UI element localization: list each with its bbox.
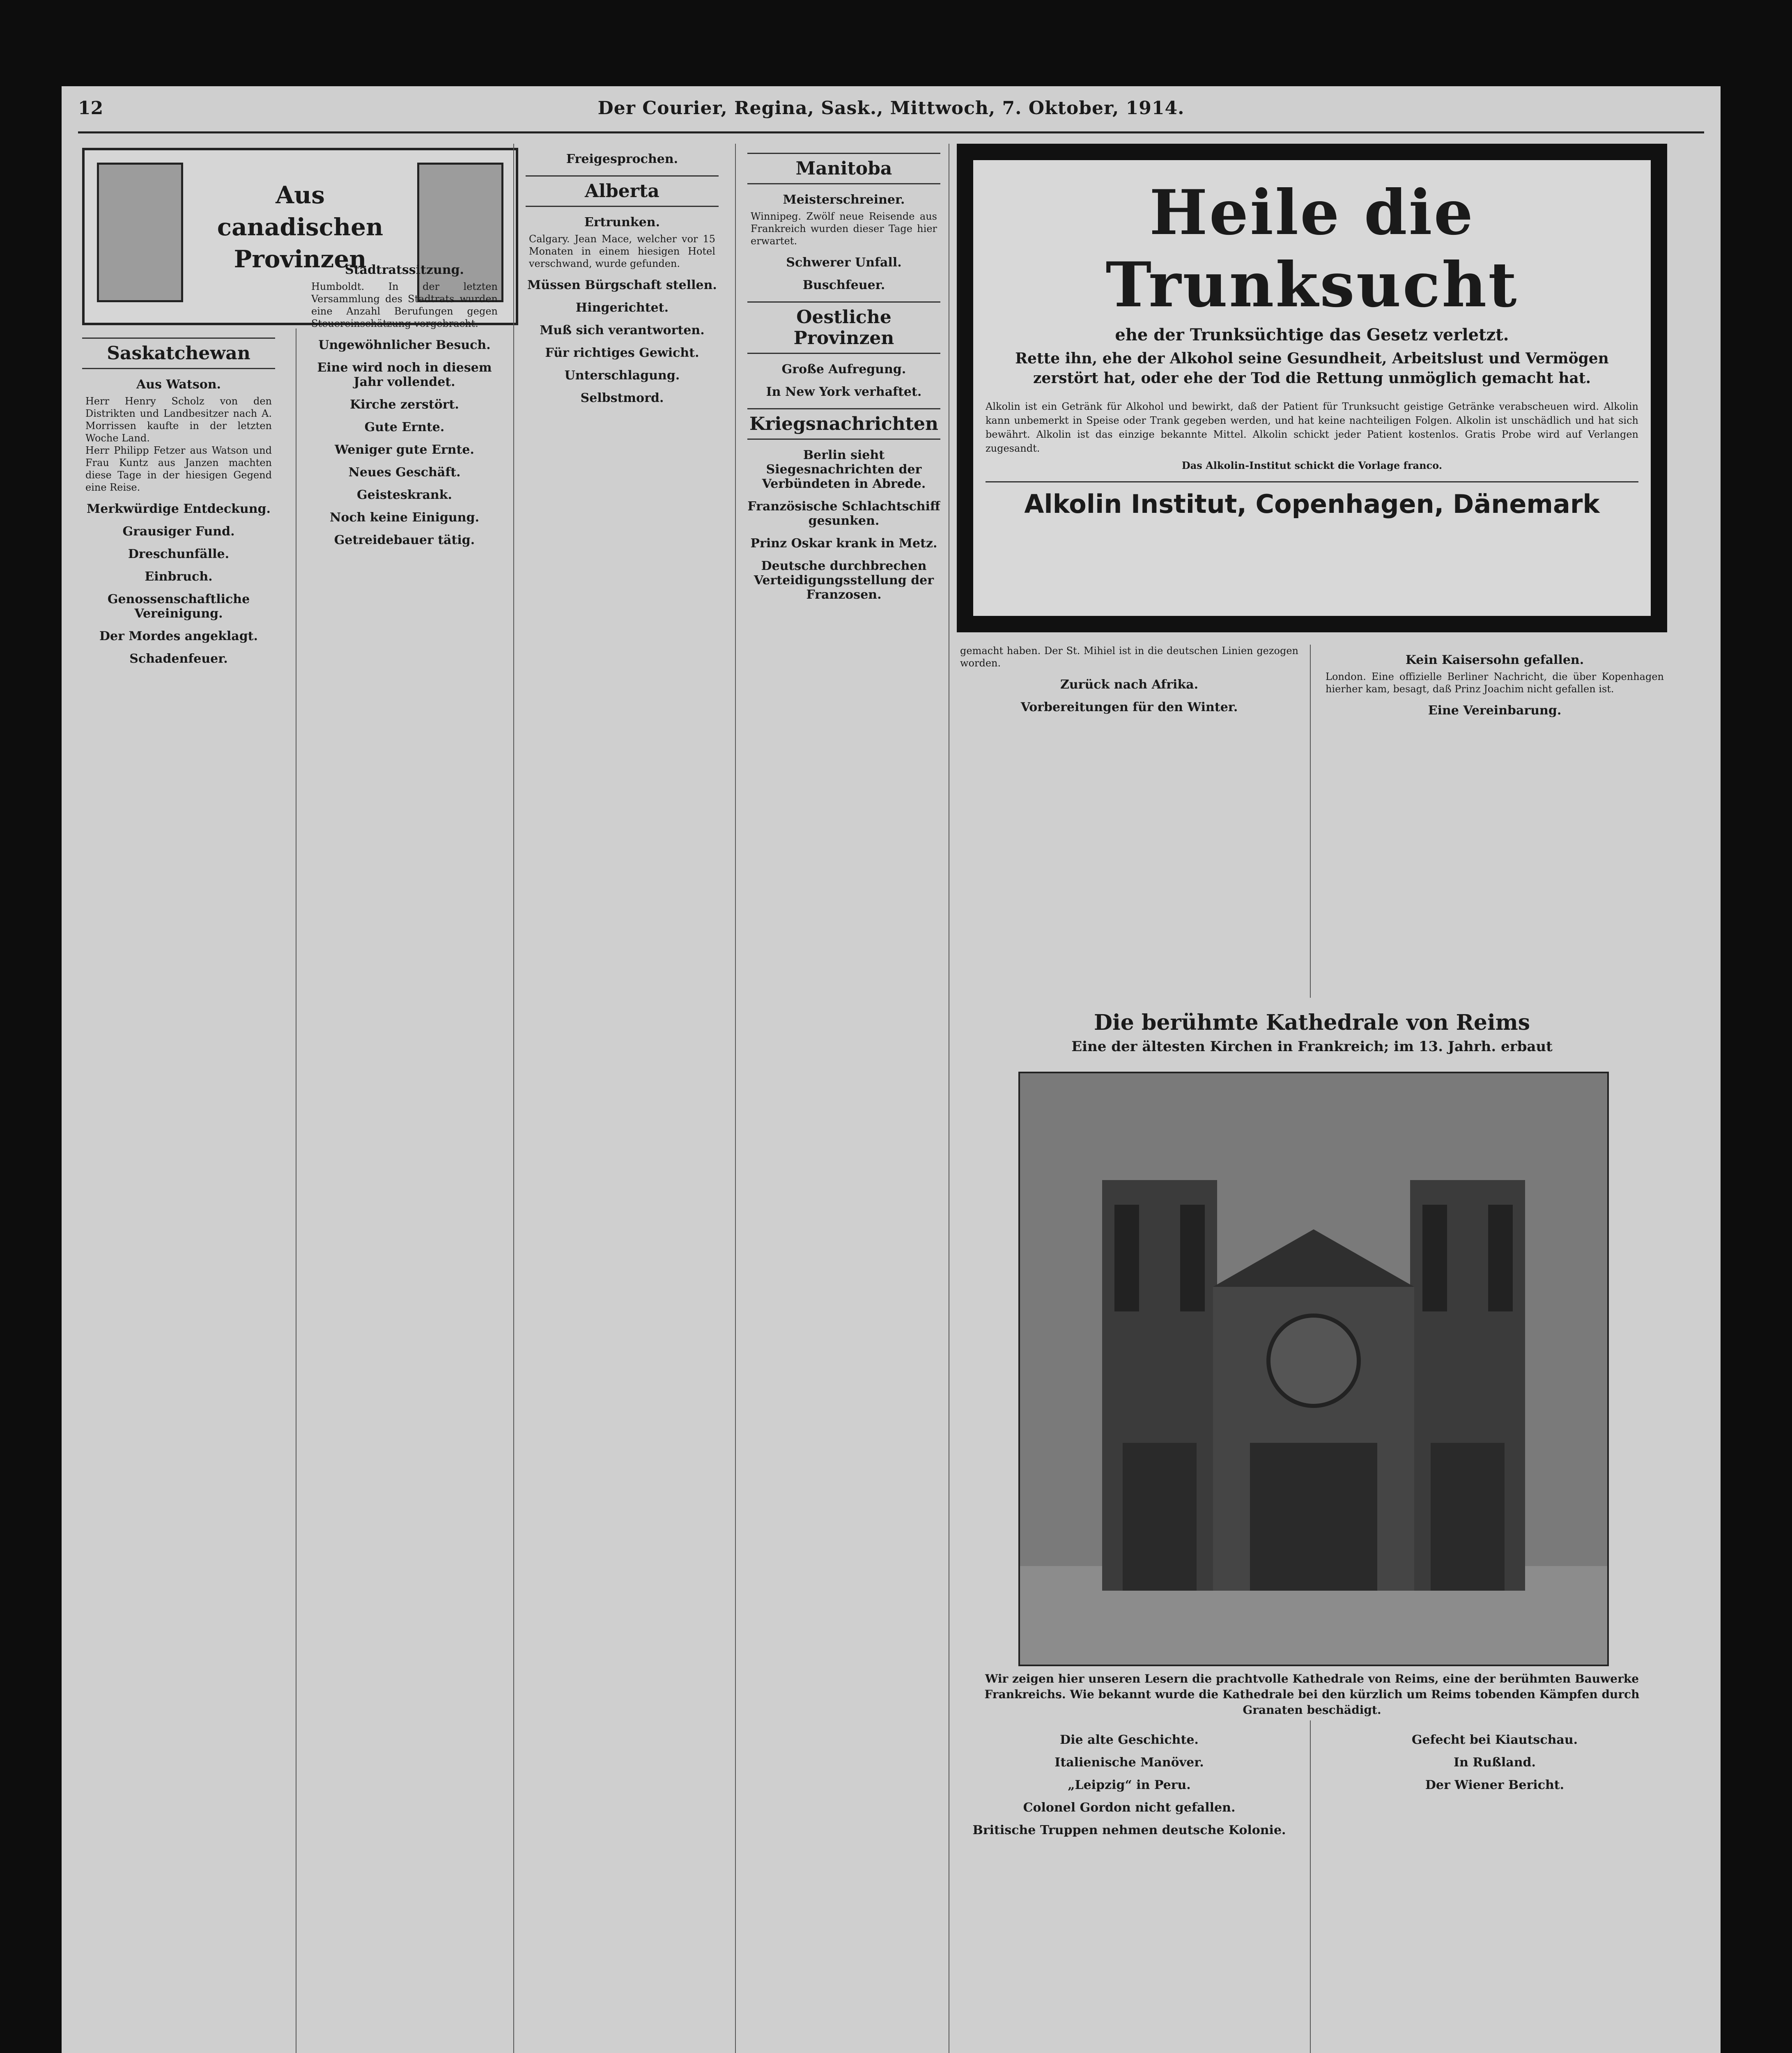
article-text: Herr Philipp Fetzer aus Watson und Frau Kuntz aus Janzen machten diese Tage in der hiesigen Gegend eine Reise. — [85, 445, 272, 493]
column-2 — [308, 255, 501, 2053]
column-rule — [1310, 645, 1311, 998]
headline: Eine wird noch in diesem Jahr vollendet. — [317, 361, 492, 389]
headline: Aus Watson. — [136, 377, 221, 392]
headline: Freigesprochen. — [566, 152, 678, 166]
headline: Zurück nach Afrika. — [1060, 677, 1199, 692]
column-5-lower — [957, 1725, 1302, 2053]
ad-subline-2: Rette ihn, ehe der Alkohol seine Gesundheit, Arbeitslust und Vermögen zerstört hat, oder ehe der Tod die Rettung unmöglich gemacht hat. — [1015, 350, 1609, 387]
headline: Gefecht bei Kiautschau. — [1411, 1733, 1578, 1747]
article-text: Winnipeg. Zwölf neue Reisende aus Frankreich wurden dieser Tage hier erwartet. — [751, 211, 937, 247]
headline: Schadenfeuer. — [129, 652, 228, 666]
headline: Kirche zerstört. — [350, 397, 459, 412]
article-text: Calgary. Jean Mace, welcher vor 15 Monaten in einem hiesigen Hotel verschwand, wurde gefunden. — [529, 233, 715, 269]
headline: Grausiger Fund. — [122, 524, 235, 539]
headline: Schwerer Unfall. — [786, 255, 902, 270]
section-oestliche: Oestliche Provinzen — [747, 301, 940, 354]
ad-headline: Heile die Trunksucht — [1105, 177, 1519, 321]
headline: Colonel Gordon nicht gefallen. — [1023, 1800, 1236, 1815]
ad-body: Alkolin ist ein Getränk für Alkohol und bewirkt, daß der Patient für Trunksucht geistige Getränke verabscheuen wird. Alkolin kann unbemerkt in Speise oder Trank gegeben werden, und hat keine nachteiligen Folgen. Alkolin ist unschädlich und hat sich bewährt. Alkolin ist das einzige bekannte Mittel. Alkolin schickt jeder Patient kostenlos. Gratis Probe wird auf Verlangen zugesandt. — [986, 401, 1638, 454]
column-1 — [82, 328, 275, 2053]
newspaper-page — [62, 86, 1721, 2053]
column-6-upper — [1322, 645, 1667, 998]
headline: Vorbereitungen für den Winter. — [1020, 700, 1238, 714]
headline: Die alte Geschichte. — [1060, 1733, 1199, 1747]
banner-line-2: Provinzen — [234, 245, 367, 273]
headline: Muß sich verantworten. — [540, 323, 705, 338]
headline: Italienische Manöver. — [1055, 1755, 1204, 1770]
page-number: 12 — [78, 98, 103, 119]
headline: Geisteskrank. — [357, 488, 452, 502]
headline: Gute Ernte. — [364, 420, 445, 434]
headline: Der Wiener Bericht. — [1425, 1778, 1565, 1792]
headline: Buschfeuer. — [802, 278, 885, 292]
column-4 — [747, 144, 940, 2053]
headline: Große Aufregung. — [781, 362, 906, 377]
headline: Selbstmord. — [580, 391, 664, 405]
headline: Meisterschreiner. — [783, 193, 905, 207]
reims-cathedral-photo — [1018, 1072, 1609, 1666]
headline: Neues Geschäft. — [348, 465, 461, 480]
headline: Unterschlagung. — [564, 368, 680, 383]
article-text: gemacht haben. Der St. Mihiel ist in die deutschen Linien gezogen worden. — [960, 645, 1298, 669]
headline: Merkwürdige Entdeckung. — [87, 502, 271, 516]
section-manitoba: Manitoba — [747, 153, 940, 184]
headline: Weniger gute Ernte. — [335, 443, 474, 457]
column-6-lower — [1322, 1725, 1667, 2053]
article-text: Humboldt. In der letzten Versammlung des Stadtrats wurden eine Anzahl Berufungen gegen Steuereinschätzung vorgebracht. — [311, 281, 498, 329]
running-head: Der Courier, Regina, Sask., Mittwoch, 7. Oktober, 1914. — [597, 98, 1185, 119]
ornament-left-icon — [97, 163, 183, 302]
feature-headline: Die berühmte Kathedrale von Reims — [1094, 1010, 1530, 1035]
headline: Ungewöhnlicher Besuch. — [318, 338, 491, 352]
article-text: London. Eine offizielle Berliner Nachricht, die über Kopenhagen hierher kam, besagt, daß Prinz Joachim nicht gefallen ist. — [1326, 671, 1664, 695]
headline: „Leipzig“ in Peru. — [1068, 1778, 1191, 1792]
headline: Britische Truppen nehmen deutsche Kolonie. — [972, 1823, 1286, 1837]
headline: Eine Vereinbarung. — [1428, 703, 1562, 718]
headline: In Rußland. — [1454, 1755, 1536, 1770]
headline: Französische Schlachtschiff gesunken. — [747, 499, 940, 528]
column-rule — [1310, 1720, 1311, 2053]
section-krieg: Kriegsnachrichten — [747, 408, 940, 440]
headline: Einbruch. — [145, 570, 213, 584]
column-rule — [513, 144, 514, 2053]
headline: In New York verhaftet. — [766, 385, 922, 399]
headline: Der Mordes angeklagt. — [99, 629, 258, 643]
article-text: Herr Henry Scholz von den Distrikten und Landbesitzer nach A. Morrissen kaufte in der letzten Woche Land. — [85, 395, 272, 444]
trunksucht-advertisement — [957, 144, 1667, 632]
cathedral-icon — [1020, 1073, 1607, 1665]
ad-footnote: Das Alkolin-Institut schickt die Vorlage franco. — [1181, 459, 1443, 471]
banner-line-1: Aus canadischen — [217, 181, 384, 241]
headline: Dreschunfälle. — [128, 547, 230, 561]
feature-caption: Wir zeigen hier unseren Lesern die prachtvolle Kathedrale von Reims, eine der berühmten Bauwerke Frankreichs. Wie bekannt wurde die Kathedrale bei den kürzlich um Reims tobenden Kämpfen durch Granaten beschädigt. — [984, 1672, 1640, 1717]
ad-subline: ehe der Trunksüchtige das Gesetz verletzt. — [1115, 325, 1509, 344]
section-alberta: Alberta — [526, 175, 719, 207]
headline: Für richtiges Gewicht. — [545, 346, 699, 360]
headline: Müssen Bürgschaft stellen. — [527, 278, 717, 292]
headline: Getreidebauer tätig. — [334, 533, 475, 547]
feature-subhead: Eine der ältesten Kirchen in Frankreich; im 13. Jahrh. erbaut — [1071, 1038, 1553, 1055]
headline: Deutsche durchbrechen Verteidigungsstellung der Franzosen. — [754, 559, 934, 602]
headline: Noch keine Einigung. — [329, 510, 480, 525]
headline: Stadtratssitzung. — [345, 263, 464, 277]
headline: Berlin sieht Siegesnachrichten der Verbündeten in Abrede. — [762, 448, 926, 491]
feature-heading — [957, 1010, 1667, 1055]
column-5-upper — [957, 645, 1302, 998]
header-rule — [78, 131, 1704, 133]
section-saskatchewan: Saskatchewan — [82, 338, 275, 369]
headline: Prinz Oskar krank in Metz. — [750, 536, 937, 551]
headline: Ertrunken. — [584, 215, 660, 230]
column-3 — [526, 144, 719, 2053]
headline: Hingerichtet. — [575, 301, 669, 315]
column-rule — [735, 144, 736, 2053]
headline: Genossenschaftliche Vereinigung. — [107, 592, 250, 621]
headline: Kein Kaisersohn gefallen. — [1405, 653, 1584, 667]
ad-signature: Alkolin Institut, Copenhagen, Dänemark — [986, 481, 1638, 519]
